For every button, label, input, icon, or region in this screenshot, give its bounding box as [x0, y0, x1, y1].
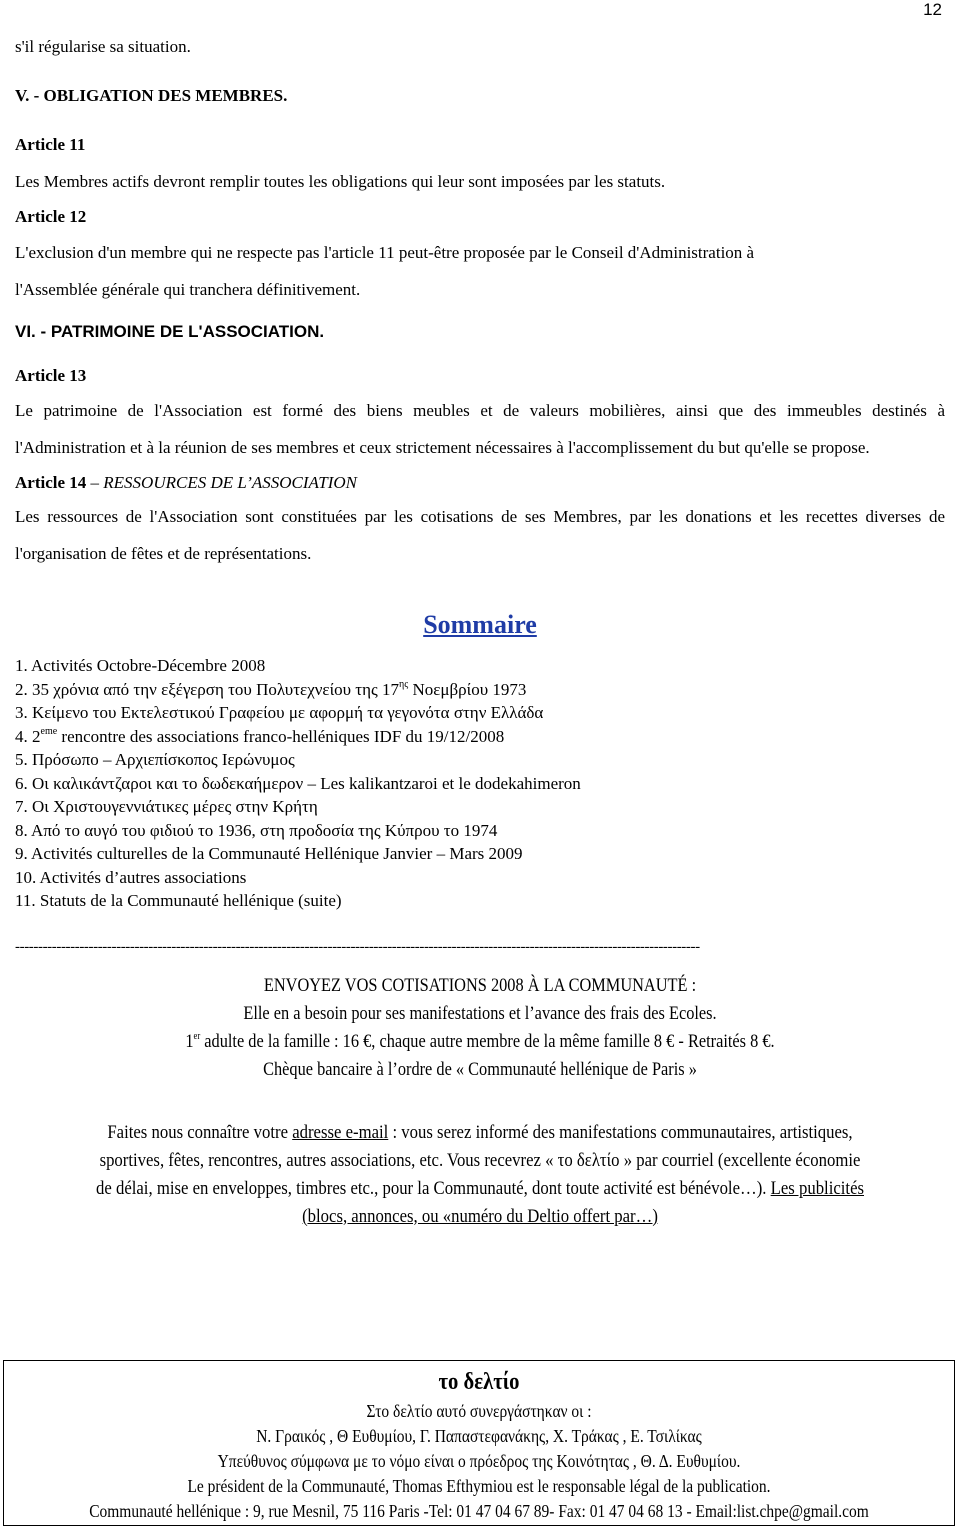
cotisations-line4: Chèque bancaire à l’ordre de « Communauté hellénique de Paris » — [263, 1058, 697, 1080]
article-11-title: Article 11 — [15, 135, 86, 154]
publicites-link[interactable]: Les publicités — [770, 1177, 864, 1199]
sommaire-item: 7. Οι Χριστουγεννιάτικες μέρες στην Κρήτη — [15, 797, 318, 816]
sommaire-item: 11. Statuts de la Communauté hellénique (suite) — [15, 891, 342, 910]
article-11-text: Les Membres actifs devront remplir toutes les obligations qui leur sont imposées par les statuts. — [15, 172, 666, 191]
sommaire-item: 8. Από το αυγό του φιδιού το 1936, στη προδοσία της Κύπρου το 1974 — [15, 820, 498, 840]
section-v-heading: V. - OBLIGATION DES MEMBRES. — [15, 86, 288, 105]
sommaire-item: 2. 35 χρόνια από την εξέγερση του Πολυτεχνείου της $17^{\eta\varsigma}$ Νοεμβρίου 1973 — [15, 678, 527, 699]
intro-line: s'il régularise sa situation. — [15, 37, 191, 56]
deltio-credits-box — [3, 1360, 955, 1526]
info-line3: de délai, mise en enveloppes, timbres etc., pour la Communauté, dont toute activité est bénévole…). Les publicités — [96, 1177, 864, 1199]
info-line2: sportives, fêtes, rencontres, autres associations, etc. Vous recevrez « το δελτίο » par courriel (excellente économie — [99, 1149, 861, 1171]
sommaire-item: 5. Πρόσωπο – Αρχιεπίσκοπος Ιερώνυμος — [15, 750, 295, 769]
article-13-title: Article 13 — [15, 366, 87, 385]
email-info-block — [71, 1119, 889, 1231]
sommaire-item: 3. Κείμενο του Εκτελεστικού Γραφείου με αφορμή τα γεγονότα στην Ελλάδα — [15, 703, 544, 722]
sommaire-title[interactable]: Sommaire — [423, 610, 537, 639]
deltio-line4: Le président de la Communauté, Thomas Efthymiou est le responsable légal de la publication. — [187, 1476, 771, 1496]
cotisations-block — [80, 972, 880, 1084]
article-12-title: Article 12 — [15, 207, 87, 226]
sommaire-list — [15, 654, 945, 913]
sommaire-item: 6. Οι καλικάντζαροι και το δωδεκαήμερον – Les kalikantzaroi et le dodekahimeron — [15, 773, 581, 793]
deltio-line1: Στο δελτίο αυτό συνεργάστηκαν οι : — [366, 1401, 592, 1421]
email-address-link[interactable]: adresse e-mail — [292, 1121, 389, 1143]
sommaire-item: 1. Activités Octobre-Décembre 2008 — [15, 656, 266, 675]
cotisations-line3: 1er adulte de la famille : 16 €, chaque autre membre de la même famille 8 € - Retraités 8 €. — [185, 1030, 775, 1052]
article-14-text: Les ressources de l'Association sont constituées par les cotisations de ses Membres, par les donations et les recettes diverses de l'organisation de fêtes et de représentations. — [15, 507, 945, 563]
info-line1: Faites nous connaître votre adresse e-mail : vous serez informé des manifestations communautaires, artistiques, — [107, 1121, 853, 1143]
article-14-heading — [15, 472, 945, 494]
deltio-line3: Υπεύθυνος σύμφωνα με το νόμο είναι ο πρόεδρος της Κοινότητας , Θ. Δ. Ευθυμίου. — [217, 1451, 741, 1471]
cotisations-line2: Elle en a besoin pour ses manifestations et l’avance des frais des Ecoles. — [243, 1002, 717, 1024]
deltio-title: το δελτίο — [438, 1369, 520, 1395]
page-number: 12 — [923, 0, 942, 19]
separator-line: ----------------------------------------------------------------------------------------------------------------------------------------------------- — [15, 938, 700, 955]
article-14-dash: – — [90, 473, 100, 492]
sommaire-item: 10. Activités d’autres associations — [15, 867, 247, 887]
article-12-text-line1: L'exclusion d'un membre qui ne respecte pas l'article 11 peut-être proposée par le Conseil d'Administration à — [15, 243, 755, 262]
sommaire-item: 9. Activités culturelles de la Communauté Hellénique Janvier – Mars 2009 — [15, 844, 523, 863]
section-vi-heading: VI. - PATRIMOINE DE L'ASSOCIATION. — [15, 322, 325, 341]
cotisations-line1: ENVOYEZ VOS COTISATIONS 2008 À LA COMMUNAUTÉ : — [263, 974, 697, 996]
deltio-line5: Communauté hellénique : 9, rue Mesnil, 75 116 Paris -Tel: 01 47 04 67 89- Fax: 01 47 04 68 13 - Email:list.chpe@gmail.com — [89, 1501, 869, 1521]
document-body — [15, 30, 945, 1231]
article-13-text: Le patrimoine de l'Association est formé des biens meubles et de valeurs mobilières, ainsi que des immeubles destinés à l'Administration et à la réunion de ses membres et ceux strictement nécessaires à l'accomplissement du but qu'elle se propose. — [15, 401, 945, 457]
article-14-subtitle: RESSOURCES DE L’ASSOCIATION — [103, 473, 358, 492]
article-14-title: Article 14 — [15, 473, 87, 492]
article-12-text-line2: l'Assemblée générale qui tranchera définitivement. — [15, 280, 361, 299]
info-line4[interactable]: (blocs, annonces, ou «numéro du Deltio offert par…) — [302, 1205, 658, 1227]
sommaire-item: 4. 2eme rencontre des associations franco-helléniques IDF du 19/12/2008 — [15, 725, 505, 746]
deltio-line2: Ν. Γραικός , Θ Ευθυμίου, Γ. Παπαστεφανάκης, Χ. Τράκας , Ε. Τσιλίκας — [256, 1426, 702, 1446]
